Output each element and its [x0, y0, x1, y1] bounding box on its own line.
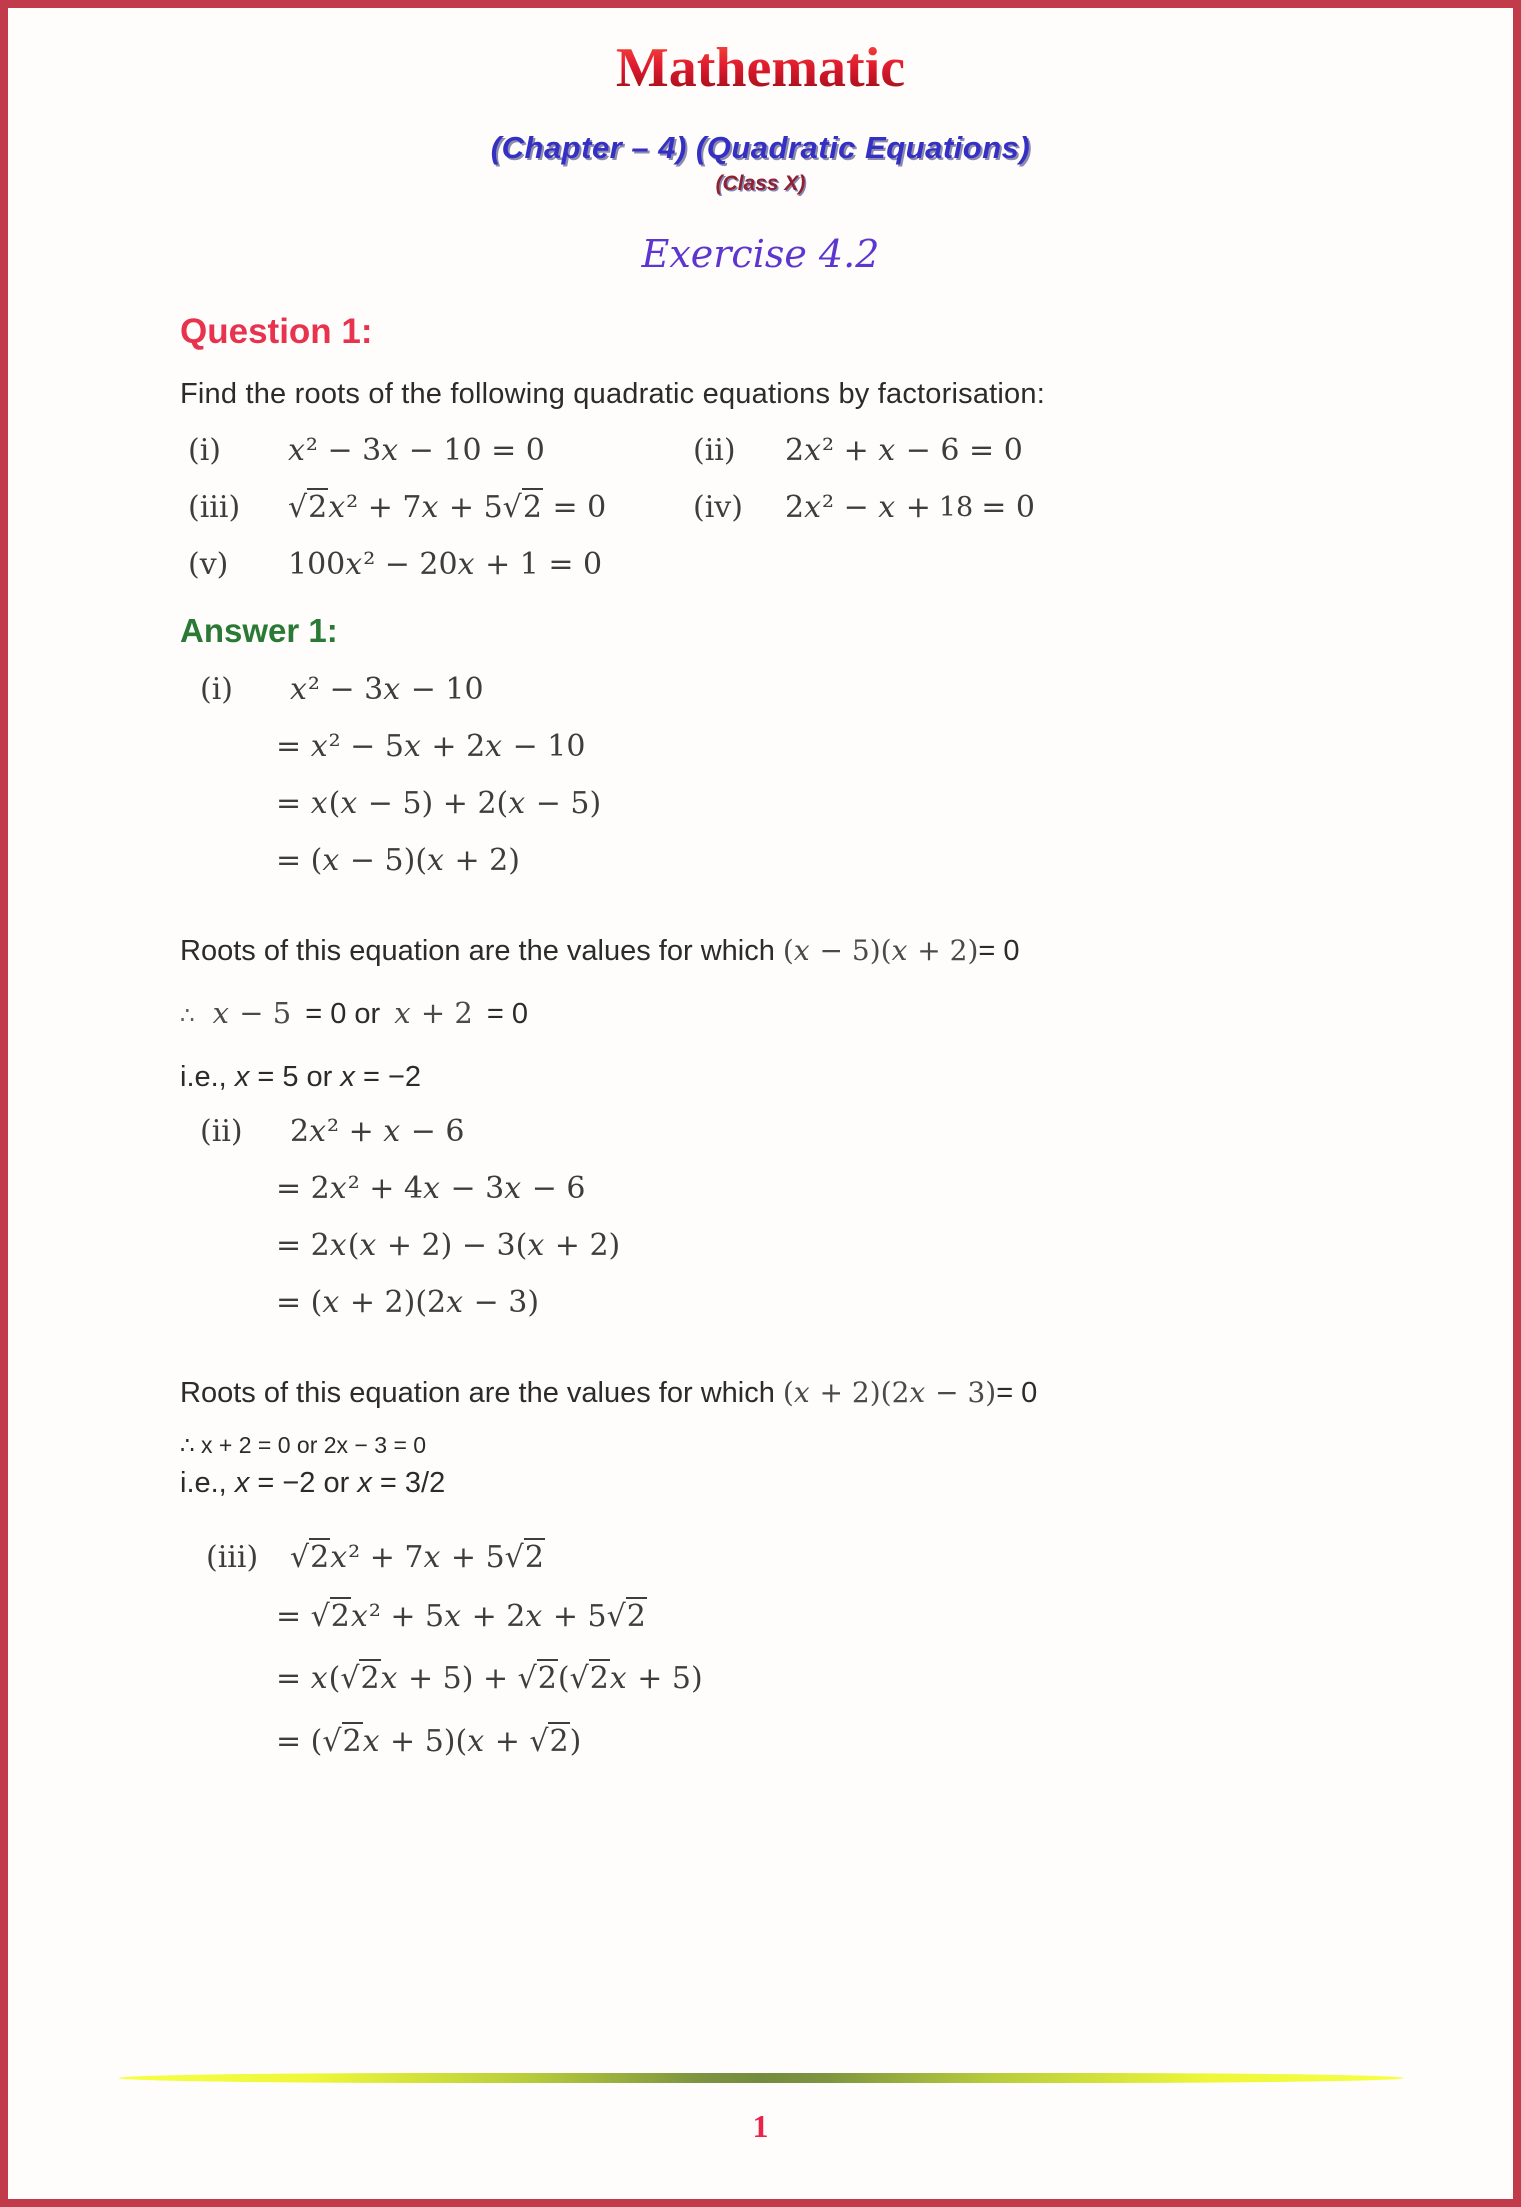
equation-text: 100x² − 20x + 1 = 0: [288, 546, 603, 582]
therefore-line: ∴ x + 2 = 0 or 2x − 3 = 0: [180, 1431, 427, 1458]
part-label: (iii): [206, 1539, 259, 1575]
derivation-step: = 2x(x + 2) − 3(x + 2): [276, 1227, 621, 1263]
derivation-step: = x(√2x + 5) + √2(√2x + 5): [276, 1661, 703, 1697]
equation-item-iv: [693, 490, 1035, 525]
condition-1: x − 5: [212, 995, 292, 1030]
page-number: 1: [752, 2108, 769, 2144]
item-label: (i): [188, 432, 222, 468]
item-label: (v): [188, 546, 229, 582]
part-first-line: [200, 672, 1513, 707]
answer-part-i: [8, 672, 1513, 1094]
expression: x² − 3x − 10: [290, 671, 484, 707]
equation-item-i: [188, 433, 693, 468]
item-label: (iii): [188, 489, 241, 525]
equation-row: [188, 490, 1513, 525]
question-heading: Question 1:: [180, 311, 373, 351]
part-first-line: [200, 1540, 1513, 1575]
equation-text: 2x² + x − 6 = 0: [785, 432, 1023, 468]
answer-heading: Answer 1:: [180, 611, 338, 649]
roots-equals-zero: = 0: [978, 934, 1020, 967]
equation-row: [188, 547, 1513, 582]
footer-divider-line: [118, 2073, 1403, 2083]
ie-conclusion: i.e., x = −2 or x = 3/2: [180, 1466, 446, 1499]
part-label: (i): [200, 671, 234, 707]
item-label: (iv): [693, 489, 743, 525]
part-first-line: [200, 1114, 1513, 1149]
derivation-step: = √2x² + 5x + 2x + 5√2: [276, 1598, 646, 1634]
derivation-step: = x(x − 5) + 2(x − 5): [276, 785, 602, 821]
exercise-heading: Exercise 4.2: [641, 231, 880, 276]
roots-statement: [180, 1376, 1513, 1410]
roots-equals-zero: = 0: [996, 1376, 1038, 1409]
part-label: (ii): [200, 1113, 243, 1149]
equation-item-v: [188, 547, 693, 582]
roots-factors: (x + 2)(2x − 3): [782, 1375, 997, 1409]
condition-2: x + 2: [394, 995, 473, 1030]
expression: 2x² + x − 6: [290, 1113, 465, 1149]
item-label: (ii): [693, 432, 736, 468]
page-title: Mathematic: [8, 38, 1513, 100]
equation-text: = 0: [981, 489, 1035, 525]
question-equations: [188, 433, 1513, 582]
equation-text: √2x² + 7x + 5√2 = 0: [288, 489, 607, 525]
equation-item-ii: [693, 433, 1023, 468]
answer-part-ii: [8, 1114, 1513, 1500]
equation-text: 2x² − x +: [785, 489, 931, 525]
expression: √2x² + 7x + 5√2: [290, 1539, 544, 1575]
condition-join: = 0 or: [305, 997, 381, 1030]
question-prompt: Find the roots of the following quadratic equations by factorisation:: [180, 377, 1045, 410]
chapter-subtitle: (Chapter – 4) (Quadratic Equations): [490, 129, 1031, 165]
roots-text: Roots of this equation are the values for which: [180, 1376, 775, 1409]
derivation-step: = (√2x + 5)(x + √2): [276, 1723, 582, 1759]
derivation-step: = (x − 5)(x + 2): [276, 842, 520, 878]
therefore-line: [180, 996, 1513, 1031]
roots-statement: [180, 934, 1513, 968]
derivation-step: = 2x² + 4x − 3x − 6: [276, 1170, 586, 1206]
ie-conclusion: i.e., x = 5 or x = −2: [180, 1060, 422, 1093]
class-label: (Class X): [715, 171, 806, 195]
equation-row: [188, 433, 1513, 468]
answer-part-iii: [8, 1540, 1513, 1763]
equation-text: x² − 3x − 10 = 0: [288, 432, 545, 468]
equation-item-iii: [188, 490, 693, 525]
roots-text: Roots of this equation are the values for which: [180, 934, 775, 967]
roots-factors: (x − 5)(x + 2): [782, 933, 979, 967]
derivation-step: = (x + 2)(2x − 3): [276, 1284, 540, 1320]
fraction: 18: [938, 491, 974, 523]
therefore-symbol: ∴: [180, 1001, 195, 1028]
derivation-step: = x² − 5x + 2x − 10: [276, 728, 586, 764]
condition-end: = 0: [486, 997, 529, 1030]
